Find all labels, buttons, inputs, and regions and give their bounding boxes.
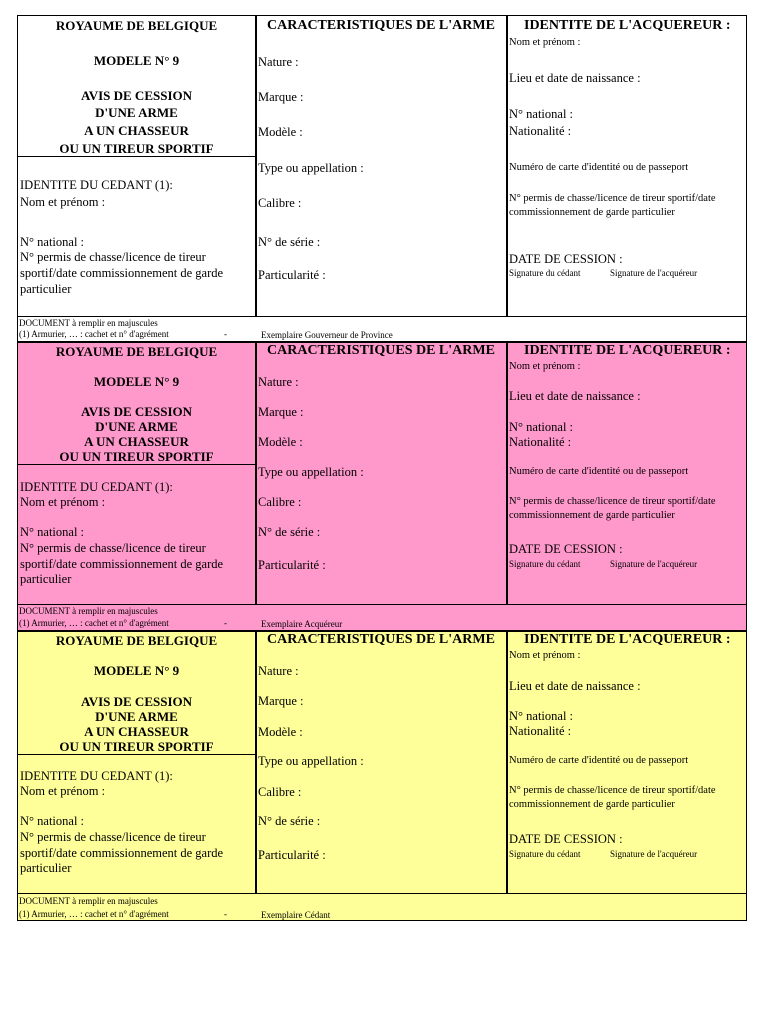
form-copy-gouverneur: [17, 15, 747, 342]
acq-birth-field[interactable]: Lieu et date de naissance :: [509, 389, 641, 403]
modele-field[interactable]: Modèle :: [258, 725, 303, 739]
cedant-national-field[interactable]: N° national :: [20, 814, 85, 828]
cedant-permis-line: particulier: [20, 861, 72, 875]
acq-permis-field[interactable]: N° permis de chasse/licence de tireur sportif/date: [509, 496, 716, 507]
title-line: D'UNE ARME: [95, 105, 178, 120]
cedant-column: [18, 343, 255, 604]
weapon-heading: CARACTERISTIQUES DE L'ARME: [267, 343, 495, 358]
cedant-name-field[interactable]: Nom et prénom :: [20, 784, 106, 798]
acquereur-heading: IDENTITE DE L'ACQUEREUR :: [524, 18, 731, 33]
type-field[interactable]: Type ou appellation :: [258, 754, 364, 768]
acquereur-heading: IDENTITE DE L'ACQUEREUR :: [524, 632, 731, 647]
acq-id-card-field[interactable]: Numéro de carte d'identité ou de passeport: [509, 466, 689, 477]
acq-permis-line: commissionnement de garde particulier: [509, 510, 675, 521]
footer-line1: DOCUMENT à remplir en majuscules: [19, 318, 158, 328]
footer-line2: (1) Armurier, … : cachet et n° d'agrément: [19, 329, 169, 339]
acq-birth-field[interactable]: Lieu et date de naissance :: [509, 71, 641, 85]
model-label: MODELE N° 9: [93, 374, 180, 389]
weapon-column: [255, 632, 508, 893]
cedant-permis-field[interactable]: N° permis de chasse/licence de tireur: [20, 541, 206, 555]
cedant-permis-line: sportif/date commissionnement de garde: [20, 266, 224, 280]
nature-field[interactable]: Nature :: [258, 664, 299, 678]
acq-id-card-field[interactable]: Numéro de carte d'identité ou de passeport: [509, 755, 689, 766]
kingdom-label: ROYAUME DE BELGIQUE: [55, 344, 218, 359]
kingdom-label: ROYAUME DE BELGIQUE: [55, 18, 218, 33]
title-line: OU UN TIREUR SPORTIF: [59, 449, 214, 464]
acq-id-card-field[interactable]: Numéro de carte d'identité ou de passeport: [509, 162, 689, 173]
acq-nationality-field[interactable]: Nationalité :: [509, 435, 572, 449]
cedant-permis-line: sportif/date commissionnement de garde: [20, 846, 224, 860]
cedant-national-field[interactable]: N° national :: [20, 235, 85, 249]
cedant-heading: IDENTITE DU CEDANT (1):: [20, 178, 173, 192]
sig-acquereur-field[interactable]: Signature de l'acquéreur: [610, 849, 698, 859]
serie-field[interactable]: N° de série :: [258, 235, 321, 249]
acquereur-heading: IDENTITE DE L'ACQUEREUR :: [524, 343, 731, 358]
acq-name-field[interactable]: Nom et prénom :: [509, 361, 581, 372]
serie-field[interactable]: N° de série :: [258, 814, 321, 828]
acq-permis-field[interactable]: N° permis de chasse/licence de tireur sportif/date: [509, 193, 716, 204]
weapon-heading: CARACTERISTIQUES DE L'ARME: [267, 18, 495, 33]
title-line: AVIS DE CESSION: [80, 88, 193, 103]
cedant-permis-line: sportif/date commissionnement de garde: [20, 557, 224, 571]
modele-field[interactable]: Modèle :: [258, 435, 303, 449]
divider: [18, 464, 255, 465]
sig-acquereur-field[interactable]: Signature de l'acquéreur: [610, 268, 698, 278]
weapon-column: [255, 343, 508, 604]
title-line: OU UN TIREUR SPORTIF: [59, 739, 214, 754]
footer-line2: (1) Armurier, … : cachet et n° d'agrément: [19, 909, 169, 919]
serie-field[interactable]: N° de série :: [258, 525, 321, 539]
weapon-heading: CARACTERISTIQUES DE L'ARME: [267, 632, 495, 647]
acq-name-field[interactable]: Nom et prénom :: [509, 650, 581, 661]
form-footer: [18, 893, 746, 922]
cedant-heading: IDENTITE DU CEDANT (1):: [20, 769, 173, 783]
cedant-name-field[interactable]: Nom et prénom :: [20, 495, 106, 509]
marque-field[interactable]: Marque :: [258, 694, 304, 708]
form-copy-acquereur: [17, 342, 747, 631]
cedant-column: [18, 632, 255, 893]
acq-permis-line: commissionnement de garde particulier: [509, 799, 675, 810]
footer-line1: DOCUMENT à remplir en majuscules: [19, 896, 158, 906]
nature-field[interactable]: Nature :: [258, 55, 299, 69]
calibre-field[interactable]: Calibre :: [258, 495, 302, 509]
type-field[interactable]: Type ou appellation :: [258, 161, 364, 175]
acq-national-field[interactable]: N° national :: [509, 420, 574, 434]
form-copy-cedant: [17, 631, 747, 921]
divider: [18, 156, 255, 157]
title-line: D'UNE ARME: [95, 419, 178, 434]
sig-cedant-field[interactable]: Signature du cédant: [509, 849, 581, 859]
model-label: MODELE N° 9: [93, 53, 180, 68]
model-label: MODELE N° 9: [93, 663, 180, 678]
title-line: D'UNE ARME: [95, 709, 178, 724]
acq-national-field[interactable]: N° national :: [509, 709, 574, 723]
footer-dash: -: [224, 909, 227, 919]
cedant-permis-line: particulier: [20, 572, 72, 586]
nature-field[interactable]: Nature :: [258, 375, 299, 389]
footer-line2: (1) Armurier, … : cachet et n° d'agrément: [19, 618, 169, 628]
calibre-field[interactable]: Calibre :: [258, 196, 302, 210]
modele-field[interactable]: Modèle :: [258, 125, 303, 139]
title-line: OU UN TIREUR SPORTIF: [59, 141, 214, 156]
footer-line1: DOCUMENT à remplir en majuscules: [19, 606, 158, 616]
sig-cedant-field[interactable]: Signature du cédant: [509, 559, 581, 569]
acq-national-field[interactable]: N° national :: [509, 107, 574, 121]
title-line: AVIS DE CESSION: [80, 404, 193, 419]
particularite-field[interactable]: Particularité :: [258, 268, 326, 282]
cedant-name-field[interactable]: Nom et prénom :: [20, 195, 106, 209]
sig-acquereur-field[interactable]: Signature de l'acquéreur: [610, 559, 698, 569]
marque-field[interactable]: Marque :: [258, 405, 304, 419]
acq-name-field[interactable]: Nom et prénom :: [509, 37, 581, 48]
footer-dash: -: [224, 329, 227, 339]
cedant-national-field[interactable]: N° national :: [20, 525, 85, 539]
cedant-heading: IDENTITE DU CEDANT (1):: [20, 480, 173, 494]
cedant-permis-field[interactable]: N° permis de chasse/licence de tireur: [20, 830, 206, 844]
title-line: A UN CHASSEUR: [84, 434, 189, 449]
kingdom-label: ROYAUME DE BELGIQUE: [55, 633, 218, 648]
sig-cedant-field[interactable]: Signature du cédant: [509, 268, 581, 278]
marque-field[interactable]: Marque :: [258, 90, 304, 104]
acquereur-column: [508, 632, 746, 893]
cedant-permis-line: particulier: [20, 282, 72, 296]
particularite-field[interactable]: Particularité :: [258, 848, 326, 862]
calibre-field[interactable]: Calibre :: [258, 785, 302, 799]
acq-nationality-field[interactable]: Nationalité :: [509, 724, 572, 738]
acq-nationality-field[interactable]: Nationalité :: [509, 124, 572, 138]
type-field[interactable]: Type ou appellation :: [258, 465, 364, 479]
cession-date-field[interactable]: DATE DE CESSION :: [509, 252, 623, 266]
particularite-field[interactable]: Particularité :: [258, 558, 326, 572]
title-line: A UN CHASSEUR: [84, 123, 189, 138]
exemplaire-label: Exemplaire Cédant: [261, 910, 331, 920]
form-footer: [18, 316, 746, 343]
divider: [18, 754, 255, 755]
weapon-column: [255, 16, 508, 316]
cession-date-field[interactable]: DATE DE CESSION :: [509, 542, 623, 556]
acq-birth-field[interactable]: Lieu et date de naissance :: [509, 679, 641, 693]
title-line: AVIS DE CESSION: [80, 694, 193, 709]
cession-date-field[interactable]: DATE DE CESSION :: [509, 832, 623, 846]
acquereur-column: [508, 16, 746, 316]
acquereur-column: [508, 343, 746, 604]
cedant-permis-field[interactable]: N° permis de chasse/licence de tireur: [20, 250, 206, 264]
acq-permis-line: commissionnement de garde particulier: [509, 207, 675, 218]
exemplaire-label: Exemplaire Acquéreur: [261, 619, 343, 629]
form-footer: [18, 604, 746, 632]
title-line: A UN CHASSEUR: [84, 724, 189, 739]
exemplaire-label: Exemplaire Gouverneur de Province: [261, 330, 393, 340]
footer-dash: -: [224, 618, 227, 628]
acq-permis-field[interactable]: N° permis de chasse/licence de tireur sportif/date: [509, 785, 716, 796]
cedant-column: [18, 16, 255, 316]
